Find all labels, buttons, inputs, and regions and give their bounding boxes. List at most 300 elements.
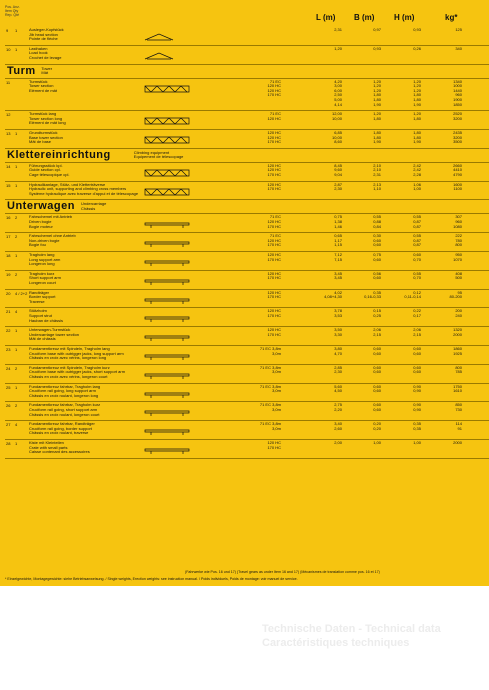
value-H: [391, 164, 421, 178]
crane-type: [241, 385, 281, 394]
value-line: 2,75: [334, 402, 342, 408]
value-L: [312, 234, 342, 248]
value-line: 12,00: [331, 111, 342, 117]
item-drawing: [143, 404, 191, 422]
crane-type: [241, 441, 281, 450]
value-kg: [432, 131, 462, 145]
value-B: [351, 112, 381, 121]
value-B: [351, 215, 381, 229]
value-B: [351, 441, 381, 446]
value-line: 200: [455, 308, 462, 314]
value-line: 0,75: [334, 214, 342, 220]
value-line: 800: [455, 364, 462, 370]
type-line: 71 EC: [269, 111, 281, 117]
table-row: [5, 421, 489, 440]
value-line: 0,87: [413, 237, 421, 243]
item-qty: 1: [15, 46, 18, 52]
value-L: [312, 47, 342, 52]
item-pos: 10: [6, 46, 11, 52]
value-B: [351, 328, 381, 337]
value-line: 1,90: [413, 139, 421, 145]
description-line: Unterwagen-Turmstück: [29, 327, 71, 333]
col-kg: kg*: [445, 13, 458, 22]
crane-type: [241, 347, 281, 356]
table-row: [5, 327, 489, 346]
beam-icon: [143, 238, 191, 248]
item-drawing: [143, 310, 191, 328]
value-line: 0,87: [413, 223, 421, 229]
type-line: 3,0m: [272, 388, 281, 394]
value-B: [351, 183, 381, 192]
table-row: [5, 130, 489, 149]
value-line: 1,15: [334, 242, 342, 248]
col-B: B (m): [354, 13, 375, 22]
description-line: Non-driven bogie: [29, 237, 60, 243]
value-line: 1,20: [373, 87, 381, 93]
item-drawing: [143, 423, 191, 441]
footnote: * Einzelgewichte, Montagegewichte: siehe Betriebsanweisung. / Single weights, Erection weights: see instruction manual. / Poids individuels, Poids de montage: voir manuel de service.: [5, 577, 298, 581]
description-line: Jib head section: [29, 31, 58, 37]
crane-type: [241, 253, 281, 262]
type-line: 170 HC: [267, 139, 281, 145]
item-pos: 17: [6, 234, 11, 240]
value-line: 1,20: [373, 111, 381, 117]
value-line: 0,97: [373, 27, 381, 32]
value-line: 2,60: [334, 425, 342, 431]
item-pos: 19: [6, 271, 11, 277]
value-line: 1070: [453, 256, 462, 262]
value-line: 0,55: [413, 214, 421, 220]
value-line: 5,60: [334, 383, 342, 389]
value-line: 0,90: [413, 388, 421, 394]
beam-icon: [143, 445, 191, 455]
value-line: 1,90: [413, 101, 421, 107]
item-drawing: [143, 48, 191, 66]
item-description: [29, 28, 144, 42]
item-description: [29, 112, 144, 126]
item-qty: 4: [15, 309, 18, 315]
value-H: [391, 347, 421, 356]
description-line: Long support arm: [29, 256, 61, 262]
item-description: [29, 164, 144, 178]
description-line: Elément de mât long: [29, 120, 66, 126]
description-line: Short support arm: [29, 275, 62, 281]
item-pos: 13: [6, 130, 11, 136]
value-L: [312, 441, 342, 446]
value-line: 1,90: [373, 101, 381, 107]
value-B: [351, 47, 381, 52]
value-line: 9,04: [334, 171, 342, 177]
value-line: 1,46: [334, 223, 342, 229]
value-line: 5,00: [334, 96, 342, 102]
item-qty: 1: [15, 440, 18, 446]
value-line: 2,10: [373, 162, 381, 168]
value-line: 1,80: [373, 115, 381, 121]
table-row: [5, 346, 489, 365]
description-line: Hydraulikanlage, Stütz- und Kletterträverse: [29, 181, 106, 187]
value-line: 2,42: [413, 162, 421, 168]
value-line: 0,35: [413, 425, 421, 431]
value-line: 0,60: [373, 406, 381, 412]
table-row: [5, 252, 489, 271]
value-L: [312, 328, 342, 337]
description-line: Guide section cpl.: [29, 167, 61, 173]
value-line: 4,14: [334, 101, 342, 107]
value-line: 0,20: [373, 425, 381, 431]
value-line: 3,50: [334, 327, 342, 333]
value-L: [312, 253, 342, 262]
beam-icon: [143, 332, 191, 342]
item-drawing: [143, 254, 191, 272]
value-L: [312, 366, 342, 375]
type-line: 71 EC: [269, 233, 281, 239]
beam-icon: [143, 257, 191, 267]
section-title: Turm: [7, 64, 36, 77]
type-line: 170 HC: [267, 186, 281, 192]
value-line: 7,15: [334, 256, 342, 262]
type-line: 120 HC: [267, 115, 281, 121]
description-line: Cage télescopique cpl.: [29, 171, 70, 177]
description-line: Tragholm kurz: [29, 270, 55, 276]
value-H: [391, 422, 421, 431]
value-line: 2,31: [373, 171, 381, 177]
type-line: 3,0m: [272, 406, 281, 412]
jib-icon: [143, 32, 191, 42]
value-kg: [432, 309, 462, 318]
value-line: 1610: [453, 388, 462, 394]
section-subtitle-line: Mât: [41, 70, 49, 76]
crane-type: [241, 131, 281, 145]
value-line: 8,60: [334, 139, 342, 145]
value-line: 125: [455, 27, 462, 32]
value-line: 0,60: [413, 345, 421, 351]
type-line: 120 HC: [267, 162, 281, 168]
value-line: 0,60: [373, 275, 381, 281]
value-line: 0,60: [373, 345, 381, 351]
item-qty: 2: [15, 271, 18, 277]
section-subtitle-line: Châssis: [81, 205, 96, 211]
value-line: 1320: [453, 327, 462, 333]
crane-type: [241, 215, 281, 229]
value-line: 1,80: [413, 96, 421, 102]
item-description: [29, 80, 144, 94]
description-line: Longeron court: [29, 279, 56, 285]
value-line: 960: [455, 92, 462, 98]
description-line: Crochet de levage: [29, 54, 62, 60]
value-line: 1,80: [413, 129, 421, 135]
beam-icon: [143, 370, 191, 380]
value-kg: [432, 47, 462, 52]
value-kg: [432, 403, 462, 412]
lattice-icon: [143, 168, 191, 178]
value-B: [351, 272, 381, 281]
type-line: 3,0m: [272, 369, 281, 375]
value-L: [312, 291, 342, 300]
beam-icon: [143, 407, 191, 417]
value-line: 80-200: [449, 294, 462, 300]
item-qty: 4 / 2+2: [15, 290, 28, 296]
value-L: [312, 347, 342, 356]
description-line: Bogie moteur: [29, 223, 53, 229]
item-drawing: [143, 273, 191, 291]
value-line: 6,00: [334, 87, 342, 93]
value-line: 0,12: [413, 289, 421, 295]
item-pos: 23: [6, 346, 11, 352]
crane-type: [241, 234, 281, 248]
description-line: Randträger: [29, 289, 50, 295]
value-line: 1,17: [334, 237, 342, 243]
item-drawing: [143, 132, 191, 150]
value-line: 785: [455, 369, 462, 375]
col-L: L (m): [316, 13, 336, 22]
item-qty: 1: [15, 252, 18, 258]
description-line: Turmstück lang: [29, 111, 57, 117]
value-B: [351, 385, 381, 394]
table-row: [5, 27, 489, 46]
description-line: Châssis en croix avec vérins, longeron court: [29, 373, 108, 379]
value-line: 1,20: [413, 87, 421, 93]
value-H: [391, 112, 421, 121]
beam-icon: [143, 219, 191, 229]
section-subtitle-line: Equipement de télescopage: [133, 154, 184, 160]
value-line: 2000: [453, 439, 462, 445]
value-line: 2000: [453, 331, 462, 337]
beam-icon: [143, 313, 191, 323]
value-B: [351, 80, 381, 108]
description-line: Longeron long: [29, 261, 55, 267]
value-kg: [432, 347, 462, 356]
value-line: 1000: [453, 83, 462, 89]
item-drawing: [143, 292, 191, 310]
value-kg: [432, 328, 462, 337]
description-line: Base tower section: [29, 134, 63, 140]
value-B: [351, 422, 381, 431]
value-line: 2,00: [334, 439, 342, 445]
jib-icon: [143, 51, 191, 61]
value-H: [391, 28, 421, 33]
type-line: 170 HC: [267, 444, 281, 450]
description-line: Load hook: [29, 50, 48, 56]
value-line: 2520: [453, 111, 462, 117]
value-H: [391, 47, 421, 52]
value-line: 1,80: [413, 92, 421, 98]
description-line: Hydraulic unit, supporting and climbing cross members: [29, 186, 127, 192]
crane-type: [241, 80, 281, 98]
type-line: 120 HC: [267, 251, 281, 257]
crane-type: [241, 366, 281, 375]
description-line: Traverse: [29, 298, 45, 304]
description-line: Fundamentkreuz fahrbar, Tragholm kurz: [29, 402, 101, 408]
value-line: 2660: [453, 162, 462, 168]
type-line: 120 HC: [267, 308, 281, 314]
value-L: [312, 112, 342, 121]
type-line: 71 EC 3,8m: [259, 402, 281, 408]
section-subtitle-line: Climbing equipment: [133, 149, 170, 155]
value-line: 1440: [453, 87, 462, 93]
table-row: [5, 79, 489, 112]
type-line: 120 HC: [267, 129, 281, 135]
value-line: 408: [455, 270, 462, 276]
item-pos: 9: [6, 28, 9, 33]
value-line: 4,08+4,30: [324, 294, 342, 300]
type-line: 120 HC: [267, 289, 281, 295]
section-subtitle: [81, 202, 106, 211]
type-line: 3,0m: [272, 350, 281, 356]
value-line: 780: [455, 237, 462, 243]
item-qty: 1: [15, 328, 18, 334]
item-pos: 12: [6, 112, 11, 118]
value-line: 0,60: [373, 383, 381, 389]
item-description: [29, 309, 144, 323]
value-line: 8,45: [334, 162, 342, 168]
value-line: 6,85: [334, 129, 342, 135]
item-description: [29, 47, 144, 61]
value-line: 1,20: [373, 83, 381, 89]
crane-type: [241, 422, 281, 431]
section-heading: [5, 149, 489, 163]
value-H: [391, 215, 421, 229]
value-line: 0,17: [413, 312, 421, 318]
value-L: [312, 215, 342, 229]
type-line: 71 EC 3,8m: [259, 364, 281, 370]
value-line: 2,06: [413, 327, 421, 333]
value-line: 1,00: [373, 439, 381, 445]
type-line: 120 HC: [267, 87, 281, 93]
item-pos: 27: [6, 422, 11, 428]
value-line: 2,13: [373, 181, 381, 187]
table-row: [5, 365, 489, 384]
value-line: 3,30: [334, 331, 342, 337]
value-line: 1,20: [373, 78, 381, 84]
value-line: 340: [455, 45, 462, 51]
item-qty: 4: [15, 422, 18, 428]
item-description: [29, 366, 144, 380]
item-qty: 2: [15, 365, 18, 371]
item-drawing: [143, 113, 191, 131]
value-line: 91: [457, 425, 462, 431]
description-line: Caisse contenant des accessoires: [29, 449, 90, 455]
value-line: 3,40: [334, 421, 342, 427]
item-description: [29, 215, 144, 229]
value-line: 2,87: [334, 181, 342, 187]
value-line: 2,42: [413, 167, 421, 173]
value-line: 1850: [453, 101, 462, 107]
type-line: 71 EC: [269, 214, 281, 220]
crane-type: [241, 164, 281, 178]
value-line: 0,55: [413, 233, 421, 239]
item-drawing: [143, 235, 191, 253]
type-line: 170 HC: [267, 171, 281, 177]
description-line: Fundamentkreuz fahrbar, Tragholm lang: [29, 383, 101, 389]
value-H: [391, 291, 421, 300]
item-pos: 25: [6, 384, 11, 390]
description-line: Stützholm: [29, 308, 47, 314]
section-subtitle: [41, 67, 52, 76]
value-line: 2,15: [413, 331, 421, 337]
item-pos: 18: [6, 252, 11, 258]
type-line: 120 HC: [267, 218, 281, 224]
value-line: 2435: [453, 129, 462, 135]
description-line: Hauban de châssis: [29, 317, 64, 323]
value-line: 4790: [453, 171, 462, 177]
description-line: Mât de base: [29, 139, 52, 145]
description-line: Cruciform base with outrigger jacks, short support arm: [29, 369, 126, 375]
item-qty: 1: [15, 182, 18, 188]
value-line: 0,60: [373, 237, 381, 243]
description-line: Grundturmstück: [29, 129, 58, 135]
table-row: [5, 182, 489, 201]
description-line: Fundamentkreuz mit Spindeln, Tragholm kurz: [29, 364, 110, 370]
item-description: [29, 347, 144, 361]
value-line: 1,20: [413, 83, 421, 89]
value-line: 0,93: [373, 45, 381, 51]
table-row: [5, 214, 489, 233]
description-line: Mât de châssis: [29, 336, 56, 342]
value-line: 1860: [453, 345, 462, 351]
beam-icon: [143, 351, 191, 361]
value-kg: [432, 112, 462, 121]
value-line: 1,80: [373, 134, 381, 140]
lattice-icon: [143, 116, 191, 126]
value-line: 4,50: [334, 388, 342, 394]
item-pos: 28: [6, 440, 11, 446]
item-pos: 26: [6, 403, 11, 409]
value-kg: [432, 385, 462, 394]
value-line: 2,20: [334, 406, 342, 412]
type-line: 170 HC: [267, 275, 281, 281]
value-line: 2,85: [334, 364, 342, 370]
value-H: [391, 80, 421, 108]
value-line: 1,80: [373, 92, 381, 98]
value-line: 1900: [453, 96, 462, 102]
value-line: 1,00: [413, 186, 421, 192]
value-B: [351, 131, 381, 145]
value-line: 2,31: [334, 27, 342, 32]
item-description: [29, 234, 144, 248]
type-line: 170 HC: [267, 92, 281, 98]
value-line: 0,84: [373, 223, 381, 229]
value-H: [391, 366, 421, 375]
item-pos: 16: [6, 215, 11, 221]
description-line: Bogie fou: [29, 242, 46, 248]
value-line: 3,80: [334, 345, 342, 351]
value-line: 240: [455, 312, 462, 318]
type-line: 71 EC 3,8m: [259, 421, 281, 427]
description-line: Driven bogie: [29, 218, 52, 224]
table-row: [5, 440, 489, 459]
value-line: 1080: [453, 223, 462, 229]
item-description: [29, 403, 144, 417]
description-line: Lasthaken: [29, 45, 48, 51]
value-kg: [432, 183, 462, 192]
table-row: [5, 46, 489, 65]
description-line: Elément de mât: [29, 87, 58, 93]
crane-type: [241, 272, 281, 281]
travel-gears-note: (Fahrwerke wie Pos. 16 und 17) (Travel gears as under Item 16 and 17) (Mécanismes de translation comme pos. 16 et 17): [185, 570, 380, 574]
value-line: 1,06: [413, 181, 421, 187]
value-line: 3,53: [334, 312, 342, 318]
value-line: 3200: [453, 134, 462, 140]
value-line: 0,56: [373, 270, 381, 276]
section-heading: [5, 65, 489, 79]
value-line: 10,00: [331, 134, 342, 140]
value-line: 0,55: [373, 214, 381, 220]
type-line: 120 HC: [267, 237, 281, 243]
value-line: 1,90: [373, 139, 381, 145]
description-line: Tower section long: [29, 115, 63, 121]
value-line: 0,20: [373, 421, 381, 427]
value-line: 3200: [453, 115, 462, 121]
